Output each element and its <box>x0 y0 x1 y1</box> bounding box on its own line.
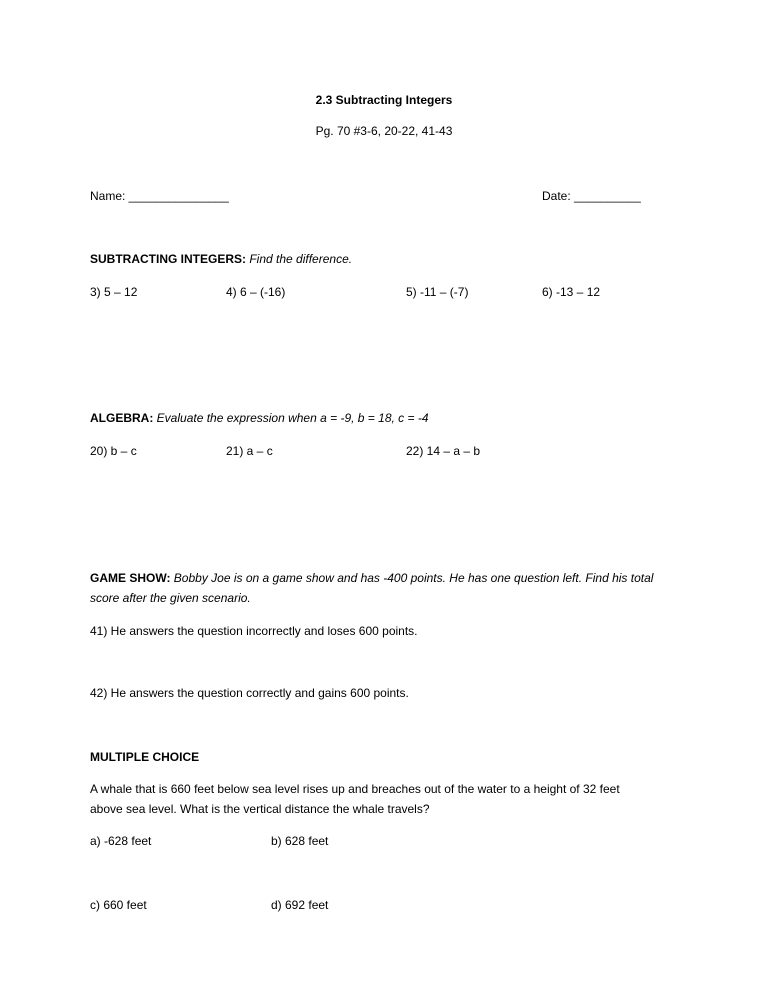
page-title: 2.3 Subtracting Integers <box>315 93 453 107</box>
section-label: SUBTRACTING INTEGERS: <box>90 252 246 266</box>
option-b: b) 628 feet <box>271 834 329 848</box>
problem-5: 5) -11 – (-7) <box>406 285 469 299</box>
question-text: A whale that is 660 feet below sea level rises up and breaches out of the water to a height of 32 feet <box>90 782 620 796</box>
question-text-continued: above sea level. What is the vertical distance the whale travels? <box>90 802 430 816</box>
page-subtitle: Pg. 70 #3-6, 20-22, 41-43 <box>315 124 453 138</box>
section-label: ALGEBRA: <box>90 411 154 425</box>
option-d: d) 692 feet <box>271 898 329 912</box>
section-label: GAME SHOW: <box>90 571 171 585</box>
section-gameshow-heading <box>90 570 653 586</box>
section-subtracting-heading <box>90 251 352 267</box>
section-instruction: Bobby Joe is on a game show and has -400 points. He has one question left. Find his total <box>173 571 654 585</box>
date-field: Date: __________ <box>542 189 641 203</box>
option-c: c) 660 feet <box>90 898 147 912</box>
section-instruction-continued: score after the given scenario. <box>90 591 251 605</box>
problem-22: 22) 14 – a – b <box>406 444 481 458</box>
section-instruction: Find the difference. <box>249 252 353 266</box>
section-algebra-heading <box>90 410 429 426</box>
problem-21: 21) a – c <box>226 444 273 458</box>
problem-6: 6) -13 – 12 <box>542 285 601 299</box>
problem-3: 3) 5 – 12 <box>90 285 138 299</box>
name-field: Name: _______________ <box>90 189 229 203</box>
problem-4: 4) 6 – (-16) <box>226 285 286 299</box>
problem-42: 42) He answers the question correctly and gains 600 points. <box>90 686 409 700</box>
section-multiple-choice-heading: MULTIPLE CHOICE <box>90 750 200 764</box>
option-a: a) -628 feet <box>90 834 152 848</box>
problem-20: 20) b – c <box>90 444 137 458</box>
section-instruction: Evaluate the expression when a = -9, b = 18, c = -4 <box>156 411 429 425</box>
problem-41: 41) He answers the question incorrectly and loses 600 points. <box>90 624 418 638</box>
